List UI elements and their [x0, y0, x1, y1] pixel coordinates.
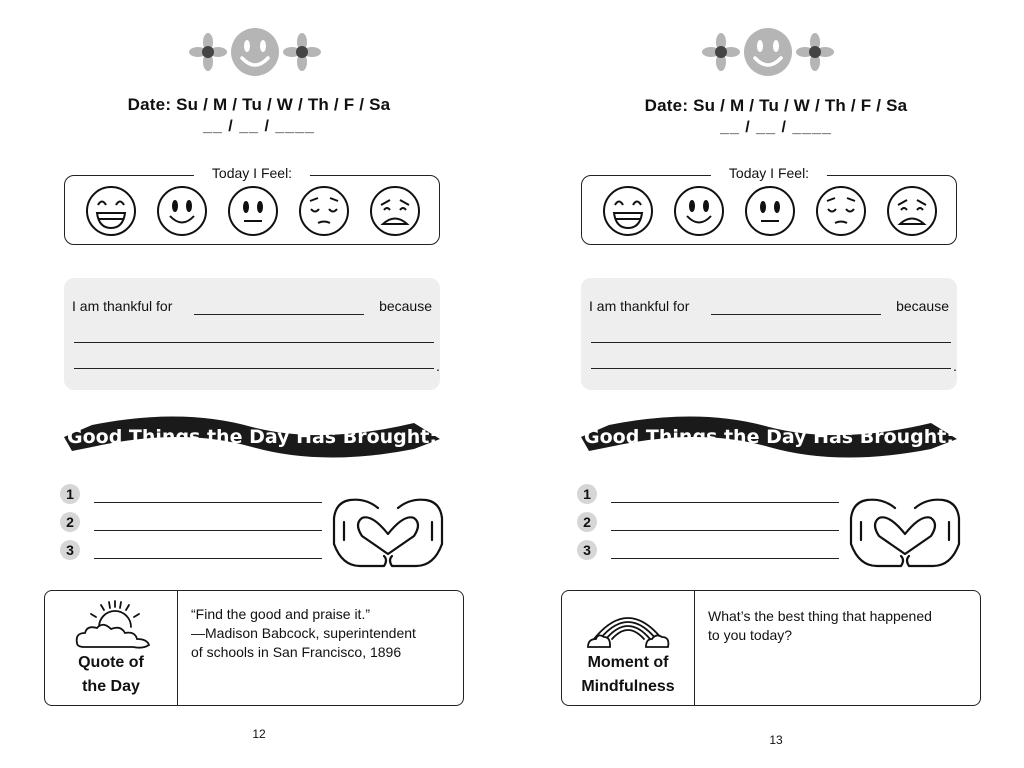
grinning-face-icon[interactable]: [87, 187, 135, 235]
good-things-list: [60, 484, 330, 568]
writing-line[interactable]: [591, 342, 951, 343]
thankful-blank[interactable]: [194, 314, 364, 315]
date-label: Date: Su / M / Tu / W / Th / F / Sa: [127, 95, 391, 114]
thankful-panel: [581, 278, 957, 390]
prompt-line: to you today?: [708, 627, 793, 643]
list-number: 3: [577, 540, 597, 560]
pensive-face-icon[interactable]: [817, 187, 865, 235]
neutral-face-icon[interactable]: [229, 187, 277, 235]
quote-side: [45, 591, 178, 705]
good-things-banner: [579, 405, 959, 467]
feel-label: Today I Feel:: [194, 165, 310, 181]
rainbow-icon: [570, 599, 686, 651]
mindfulness-side: [562, 591, 695, 705]
journal-page-right: [561, 0, 991, 768]
smiley-icon: [231, 28, 279, 76]
period-mark: .: [436, 358, 440, 374]
list-item: [60, 512, 330, 534]
thankful-prefix: I am thankful for: [589, 298, 690, 314]
page-number: 12: [252, 727, 266, 741]
smiley-icon: [744, 28, 792, 76]
side-title-line: Mindfulness: [581, 678, 675, 695]
quote-text: [191, 605, 453, 662]
writing-line[interactable]: [74, 342, 434, 343]
neutral-face-icon[interactable]: [746, 187, 794, 235]
banner-text: Good Things the Day Has Brought:: [67, 426, 437, 448]
list-number: 3: [60, 540, 80, 560]
quote-box: [44, 590, 464, 706]
good-things-list: [577, 484, 847, 568]
heart-hands-icon: [332, 494, 444, 570]
prompt-text: [708, 607, 970, 645]
header-decoration: [561, 26, 991, 78]
list-line[interactable]: [611, 530, 839, 531]
list-item: [577, 540, 847, 562]
period-mark: .: [953, 358, 957, 374]
pensive-face-icon[interactable]: [300, 187, 348, 235]
list-item: [60, 484, 330, 506]
list-line[interactable]: [94, 502, 322, 503]
quote-line: of schools in San Francisco, 1896: [191, 644, 402, 660]
list-line[interactable]: [94, 530, 322, 531]
quote-line: “Find the good and praise it.”: [191, 606, 370, 622]
frowning-face-icon[interactable]: [371, 187, 419, 235]
flower-icon: [283, 33, 321, 71]
side-title-line: the Day: [82, 678, 140, 695]
mood-selector: [64, 165, 440, 245]
smiling-face-icon[interactable]: [158, 187, 206, 235]
smiling-face-icon[interactable]: [675, 187, 723, 235]
side-title-line: Moment of: [587, 654, 669, 671]
thankful-because: because: [379, 298, 432, 314]
mood-faces: [85, 185, 421, 237]
list-line[interactable]: [94, 558, 322, 559]
side-title: [562, 651, 694, 699]
grinning-face-icon[interactable]: [604, 187, 652, 235]
flower-icon: [796, 33, 834, 71]
flower-icon: [702, 33, 740, 71]
page-number: 13: [769, 733, 783, 747]
feel-label: Today I Feel:: [711, 165, 827, 181]
date-label: Date: Su / M / Tu / W / Th / F / Sa: [644, 96, 908, 115]
flower-icon: [189, 33, 227, 71]
date-blank[interactable]: __ / __ / ____: [720, 119, 832, 136]
good-things-banner: [62, 405, 442, 467]
thankful-blank[interactable]: [711, 314, 881, 315]
frowning-face-icon[interactable]: [888, 187, 936, 235]
side-title: [45, 651, 177, 699]
quote-line: —Madison Babcock, superintendent: [191, 625, 416, 641]
header-decoration: [44, 26, 474, 78]
side-title-line: Quote of: [78, 654, 144, 671]
thankful-because: because: [896, 298, 949, 314]
heart-hands-icon: [849, 494, 961, 570]
list-item: [60, 540, 330, 562]
mindfulness-box: [561, 590, 981, 706]
journal-page-left: [44, 0, 474, 768]
sun-behind-cloud-icon: [71, 599, 155, 651]
banner-text: Good Things the Day Has Brought:: [584, 426, 954, 448]
list-line[interactable]: [611, 502, 839, 503]
mood-selector: [581, 165, 957, 245]
list-item: [577, 512, 847, 534]
list-item: [577, 484, 847, 506]
writing-line[interactable]: [591, 368, 951, 369]
list-number: 2: [60, 512, 80, 532]
thankful-prefix: I am thankful for: [72, 298, 173, 314]
list-number: 2: [577, 512, 597, 532]
list-number: 1: [577, 484, 597, 504]
thankful-panel: [64, 278, 440, 390]
writing-line[interactable]: [74, 368, 434, 369]
list-number: 1: [60, 484, 80, 504]
prompt-line: What’s the best thing that happened: [708, 608, 932, 624]
list-line[interactable]: [611, 558, 839, 559]
date-blank[interactable]: __ / __ / ____: [203, 118, 315, 135]
mood-faces: [602, 185, 938, 237]
